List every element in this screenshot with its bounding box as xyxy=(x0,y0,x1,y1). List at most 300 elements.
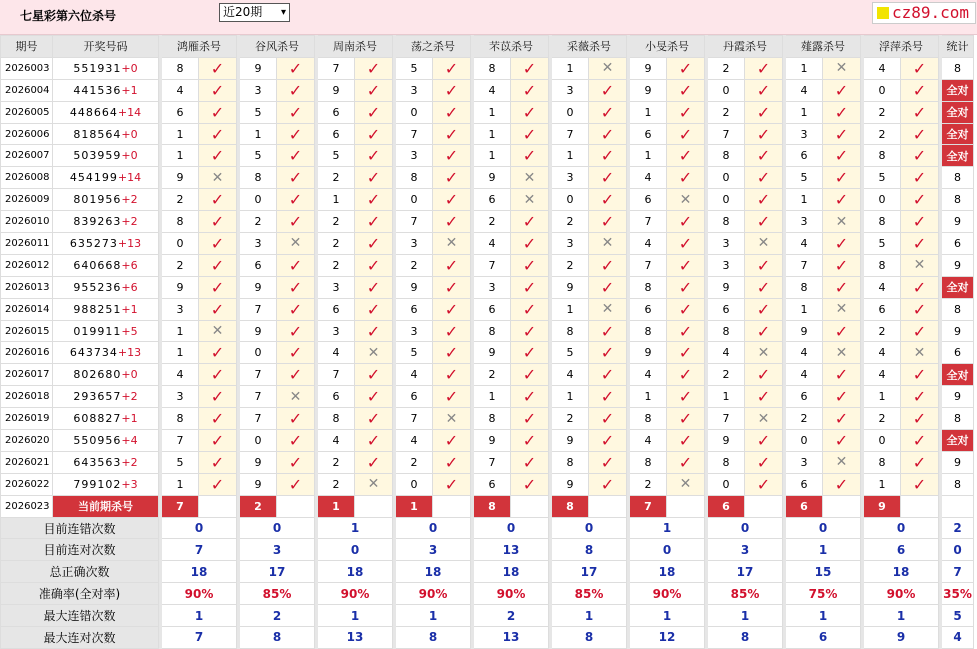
kill-number-cell: 9 xyxy=(474,342,511,364)
kill-number-cell: 6 xyxy=(708,298,745,320)
empty-cell xyxy=(199,495,237,517)
check-icon: ✓ xyxy=(210,233,225,253)
all-right-badge: 全对 xyxy=(942,145,974,167)
result-cell xyxy=(355,101,393,123)
check-icon: ✓ xyxy=(756,146,771,166)
draw-plus: +2 xyxy=(121,215,138,229)
draw-number-cell xyxy=(53,320,159,342)
result-cell xyxy=(355,167,393,189)
check-icon: ✓ xyxy=(600,277,615,297)
kill-number-cell: 2 xyxy=(318,211,355,233)
kill-number-cell: 9 xyxy=(240,451,277,473)
empty-cell xyxy=(589,495,627,517)
result-cell xyxy=(823,430,861,452)
current-kill-value: 7 xyxy=(630,495,667,517)
stats-value: 6 xyxy=(864,539,939,561)
check-icon: ✓ xyxy=(288,321,303,341)
check-icon: ✓ xyxy=(522,124,537,144)
kill-number-cell: 6 xyxy=(318,101,355,123)
result-cell xyxy=(901,451,939,473)
kill-number-cell: 1 xyxy=(786,189,823,211)
stats-row xyxy=(1,517,974,539)
check-icon: ✓ xyxy=(366,233,381,253)
check-icon: ✓ xyxy=(444,102,459,122)
result-cell xyxy=(199,430,237,452)
draw-number-cell xyxy=(53,167,159,189)
check-icon: ✓ xyxy=(444,168,459,188)
kill-number-cell: 6 xyxy=(318,123,355,145)
result-cell xyxy=(823,386,861,408)
draw-digits: 503959 xyxy=(73,149,122,163)
draw-digits: 643563 xyxy=(73,455,122,469)
stats-value: 1 xyxy=(708,605,783,627)
result-cell xyxy=(589,79,627,101)
count-cell: 9 xyxy=(942,211,974,233)
check-icon: ✓ xyxy=(678,387,693,407)
check-icon: ✓ xyxy=(444,277,459,297)
kill-number-cell: 4 xyxy=(474,233,511,255)
check-icon: ✓ xyxy=(834,321,849,341)
table-row xyxy=(1,101,974,123)
check-icon: ✓ xyxy=(288,124,303,144)
kill-number-cell: 3 xyxy=(552,79,589,101)
stats-value: 75% xyxy=(786,583,861,605)
current-kill-value: 9 xyxy=(864,495,901,517)
kill-number-cell: 1 xyxy=(552,57,589,79)
kill-number-cell: 5 xyxy=(864,167,901,189)
kill-number-cell: 4 xyxy=(786,364,823,386)
kill-number-cell: 1 xyxy=(786,101,823,123)
result-cell xyxy=(823,167,861,189)
check-icon: ✓ xyxy=(678,124,693,144)
stats-value: 8 xyxy=(552,539,627,561)
cross-icon: ✕ xyxy=(367,344,380,361)
result-cell xyxy=(745,386,783,408)
table-row xyxy=(1,189,974,211)
result-cell xyxy=(355,145,393,167)
kill-number-cell: 7 xyxy=(630,254,667,276)
kill-number-cell: 4 xyxy=(162,364,199,386)
result-cell xyxy=(199,408,237,430)
draw-number-cell xyxy=(53,430,159,452)
kill-number-cell: 1 xyxy=(630,101,667,123)
check-icon: ✓ xyxy=(366,146,381,166)
check-icon: ✓ xyxy=(210,102,225,122)
stats-value: 0 xyxy=(162,517,237,539)
check-icon: ✓ xyxy=(366,80,381,100)
kill-number-cell: 9 xyxy=(552,276,589,298)
all-right-badge: 全对 xyxy=(942,364,974,386)
result-cell xyxy=(901,298,939,320)
result-cell xyxy=(823,123,861,145)
draw-plus: +13 xyxy=(117,236,142,250)
result-cell xyxy=(277,298,315,320)
kill-number-cell: 0 xyxy=(396,101,433,123)
count-cell: 6 xyxy=(942,342,974,364)
result-cell xyxy=(277,79,315,101)
cross-icon: ✕ xyxy=(523,191,536,208)
result-cell xyxy=(355,276,393,298)
result-cell xyxy=(667,79,705,101)
stats-value: 0 xyxy=(240,517,315,539)
kill-number-cell: 4 xyxy=(630,430,667,452)
stats-value: 7 xyxy=(162,627,237,649)
stats-label: 准确率(全对率) xyxy=(1,583,159,605)
result-cell xyxy=(745,57,783,79)
check-icon: ✓ xyxy=(678,255,693,275)
result-cell xyxy=(667,342,705,364)
result-cell xyxy=(745,298,783,320)
count-cell: 9 xyxy=(942,254,974,276)
check-icon: ✓ xyxy=(288,299,303,319)
result-cell xyxy=(745,145,783,167)
result-cell xyxy=(589,342,627,364)
result-cell xyxy=(511,320,549,342)
draw-plus: +0 xyxy=(121,127,138,141)
kill-number-cell: 2 xyxy=(552,408,589,430)
kill-number-cell: 0 xyxy=(162,233,199,255)
table-row xyxy=(1,430,974,452)
kill-number-cell: 5 xyxy=(864,233,901,255)
table-row xyxy=(1,123,974,145)
result-cell xyxy=(667,233,705,255)
result-cell xyxy=(277,430,315,452)
kill-number-cell: 3 xyxy=(708,233,745,255)
draw-number-cell xyxy=(53,189,159,211)
cross-icon: ✕ xyxy=(445,235,458,252)
stats-value: 0 xyxy=(552,517,627,539)
kill-number-cell: 0 xyxy=(864,79,901,101)
kill-number-cell: 3 xyxy=(396,79,433,101)
result-cell xyxy=(745,430,783,452)
result-cell xyxy=(199,386,237,408)
result-cell xyxy=(355,123,393,145)
result-cell xyxy=(511,123,549,145)
cross-icon: ✕ xyxy=(835,60,848,77)
draw-digits: 801956 xyxy=(73,193,122,207)
draw-number-cell xyxy=(53,254,159,276)
kill-number-cell: 6 xyxy=(396,298,433,320)
draw-digits: 799102 xyxy=(73,477,122,491)
cross-icon: ✕ xyxy=(757,235,770,252)
result-cell xyxy=(199,189,237,211)
current-kill-row xyxy=(1,495,974,517)
result-cell xyxy=(355,342,393,364)
result-cell xyxy=(433,320,471,342)
stats-value: 0 xyxy=(474,517,549,539)
check-icon: ✓ xyxy=(288,146,303,166)
kill-number-cell: 8 xyxy=(864,451,901,473)
draw-digits: 441536 xyxy=(73,83,122,97)
draw-digits: 635273 xyxy=(69,236,118,250)
result-cell xyxy=(199,298,237,320)
kill-number-cell: 4 xyxy=(474,79,511,101)
kill-number-cell: 8 xyxy=(474,408,511,430)
kill-number-cell: 9 xyxy=(786,320,823,342)
result-cell xyxy=(433,408,471,430)
result-cell xyxy=(589,430,627,452)
draw-digits: 551931 xyxy=(73,61,122,75)
kill-number-cell: 2 xyxy=(864,408,901,430)
stats-value: 17 xyxy=(240,561,315,583)
kill-number-cell: 4 xyxy=(396,364,433,386)
check-icon: ✓ xyxy=(288,365,303,385)
draw-digits: 955236 xyxy=(73,280,122,294)
stats-value: 13 xyxy=(474,539,549,561)
kill-number-cell: 3 xyxy=(162,386,199,408)
kill-number-cell: 4 xyxy=(630,364,667,386)
check-icon: ✓ xyxy=(912,387,927,407)
kill-number-cell: 2 xyxy=(318,451,355,473)
check-icon: ✓ xyxy=(912,190,927,210)
page-title: 七星彩第六位杀号 xyxy=(20,9,117,23)
kill-number-cell: 1 xyxy=(786,57,823,79)
result-cell xyxy=(355,408,393,430)
kill-number-cell: 8 xyxy=(474,320,511,342)
result-cell xyxy=(199,167,237,189)
draw-plus: +14 xyxy=(117,105,142,119)
check-icon: ✓ xyxy=(756,365,771,385)
kill-number-cell: 1 xyxy=(708,386,745,408)
result-cell xyxy=(901,211,939,233)
result-cell xyxy=(823,189,861,211)
result-cell xyxy=(511,145,549,167)
kill-number-cell: 6 xyxy=(786,386,823,408)
stats-value: 0 xyxy=(396,517,471,539)
draw-plus: +6 xyxy=(121,280,138,294)
check-icon: ✓ xyxy=(210,277,225,297)
count-cell: 8 xyxy=(942,408,974,430)
kill-number-cell: 8 xyxy=(396,167,433,189)
kill-number-cell: 7 xyxy=(708,123,745,145)
result-cell xyxy=(433,430,471,452)
check-icon: ✓ xyxy=(600,452,615,472)
stats-count: 5 xyxy=(942,605,974,627)
check-icon: ✓ xyxy=(522,321,537,341)
stats-value: 1 xyxy=(162,605,237,627)
result-cell xyxy=(667,298,705,320)
result-cell xyxy=(823,320,861,342)
draw-number-cell xyxy=(53,211,159,233)
result-cell xyxy=(511,233,549,255)
check-icon: ✓ xyxy=(444,452,459,472)
stats-value: 85% xyxy=(708,583,783,605)
result-cell xyxy=(589,145,627,167)
result-cell xyxy=(433,233,471,255)
kill-number-cell: 9 xyxy=(396,276,433,298)
draw-number-cell xyxy=(53,123,159,145)
result-cell xyxy=(277,145,315,167)
all-right-badge: 全对 xyxy=(942,101,974,123)
result-cell xyxy=(823,364,861,386)
stats-value: 1 xyxy=(786,539,861,561)
draw-digits: 640668 xyxy=(73,258,122,272)
table-row xyxy=(1,451,974,473)
result-cell xyxy=(667,57,705,79)
check-icon: ✓ xyxy=(834,277,849,297)
kill-number-cell: 9 xyxy=(240,276,277,298)
stats-value: 6 xyxy=(786,627,861,649)
result-cell xyxy=(433,167,471,189)
kill-number-cell: 8 xyxy=(630,320,667,342)
check-icon: ✓ xyxy=(366,58,381,78)
result-cell xyxy=(355,79,393,101)
draw-plus: +5 xyxy=(121,324,138,338)
kill-number-cell: 8 xyxy=(162,211,199,233)
issue-cell: 2026003 xyxy=(1,57,53,79)
stats-value: 1 xyxy=(318,605,393,627)
kill-number-cell: 9 xyxy=(630,79,667,101)
check-icon: ✓ xyxy=(600,321,615,341)
kill-number-cell: 5 xyxy=(240,101,277,123)
check-icon: ✓ xyxy=(678,430,693,450)
check-icon: ✓ xyxy=(912,409,927,429)
stats-value: 8 xyxy=(552,627,627,649)
kill-number-cell: 8 xyxy=(708,211,745,233)
kill-number-cell: 3 xyxy=(240,79,277,101)
current-kill-value: 7 xyxy=(162,495,199,517)
kill-number-cell: 5 xyxy=(396,342,433,364)
result-cell xyxy=(433,79,471,101)
draw-plus: +0 xyxy=(121,61,138,75)
kill-number-table xyxy=(0,35,974,649)
kill-number-cell: 0 xyxy=(864,189,901,211)
check-icon: ✓ xyxy=(288,80,303,100)
result-cell xyxy=(745,101,783,123)
kill-number-cell: 9 xyxy=(474,167,511,189)
check-icon: ✓ xyxy=(756,277,771,297)
check-icon: ✓ xyxy=(756,58,771,78)
count-cell: 8 xyxy=(942,298,974,320)
stats-value: 15 xyxy=(786,561,861,583)
check-icon: ✓ xyxy=(522,365,537,385)
check-icon: ✓ xyxy=(600,124,615,144)
check-icon: ✓ xyxy=(288,190,303,210)
check-icon: ✓ xyxy=(600,190,615,210)
check-icon: ✓ xyxy=(522,102,537,122)
table-row xyxy=(1,211,974,233)
stats-value: 1 xyxy=(552,605,627,627)
stats-count: 0 xyxy=(942,539,974,561)
kill-number-cell: 0 xyxy=(240,342,277,364)
kill-number-cell: 8 xyxy=(708,451,745,473)
cross-icon: ✕ xyxy=(835,213,848,230)
stats-value: 1 xyxy=(864,605,939,627)
result-cell xyxy=(823,451,861,473)
result-cell xyxy=(277,189,315,211)
result-cell xyxy=(901,79,939,101)
check-icon: ✓ xyxy=(600,474,615,494)
result-cell xyxy=(589,189,627,211)
kill-number-cell: 0 xyxy=(708,189,745,211)
stats-value: 9 xyxy=(864,627,939,649)
kill-number-cell: 4 xyxy=(864,276,901,298)
check-icon: ✓ xyxy=(210,212,225,232)
check-icon: ✓ xyxy=(210,474,225,494)
result-cell xyxy=(433,189,471,211)
kill-number-cell: 8 xyxy=(162,57,199,79)
all-right-badge: 全对 xyxy=(942,79,974,101)
result-cell xyxy=(589,451,627,473)
result-cell xyxy=(277,233,315,255)
stats-row xyxy=(1,539,974,561)
kill-number-cell: 1 xyxy=(552,386,589,408)
kill-number-cell: 1 xyxy=(162,342,199,364)
check-icon: ✓ xyxy=(366,277,381,297)
check-icon: ✓ xyxy=(522,430,537,450)
kill-number-cell: 2 xyxy=(240,211,277,233)
result-cell xyxy=(511,451,549,473)
kill-number-cell: 3 xyxy=(396,320,433,342)
kill-number-cell: 4 xyxy=(318,430,355,452)
result-cell xyxy=(589,211,627,233)
check-icon: ✓ xyxy=(522,452,537,472)
result-cell xyxy=(277,254,315,276)
stats-value: 1 xyxy=(396,605,471,627)
kill-number-cell: 4 xyxy=(318,342,355,364)
check-icon: ✓ xyxy=(210,387,225,407)
kill-number-cell: 2 xyxy=(786,408,823,430)
check-icon: ✓ xyxy=(522,299,537,319)
check-icon: ✓ xyxy=(912,321,927,341)
check-icon: ✓ xyxy=(756,430,771,450)
draw-number-cell xyxy=(53,473,159,495)
check-icon: ✓ xyxy=(444,190,459,210)
header-expert: 周南杀号 xyxy=(318,36,393,58)
draw-number-cell xyxy=(53,233,159,255)
check-icon: ✓ xyxy=(600,387,615,407)
kill-number-cell: 8 xyxy=(630,451,667,473)
stats-value: 7 xyxy=(162,539,237,561)
kill-number-cell: 7 xyxy=(708,408,745,430)
result-cell xyxy=(823,211,861,233)
kill-number-cell: 4 xyxy=(708,342,745,364)
chevron-down-icon: ▾ xyxy=(280,7,286,18)
result-cell xyxy=(355,473,393,495)
kill-number-cell: 0 xyxy=(708,167,745,189)
result-cell xyxy=(277,408,315,430)
result-cell xyxy=(745,473,783,495)
check-icon: ✓ xyxy=(366,321,381,341)
check-icon: ✓ xyxy=(444,146,459,166)
result-cell xyxy=(589,57,627,79)
check-icon: ✓ xyxy=(600,409,615,429)
range-select[interactable] xyxy=(219,3,290,22)
check-icon: ✓ xyxy=(366,212,381,232)
check-icon: ✓ xyxy=(834,255,849,275)
stats-value: 90% xyxy=(630,583,705,605)
cross-icon: ✕ xyxy=(445,410,458,427)
cross-icon: ✕ xyxy=(211,323,224,340)
check-icon: ✓ xyxy=(366,102,381,122)
stats-value: 18 xyxy=(630,561,705,583)
check-icon: ✓ xyxy=(444,321,459,341)
kill-number-cell: 1 xyxy=(864,386,901,408)
all-right-badge: 全对 xyxy=(942,430,974,452)
kill-number-cell: 8 xyxy=(786,276,823,298)
stats-value: 3 xyxy=(396,539,471,561)
logo-square-icon xyxy=(877,7,889,19)
site-logo[interactable] xyxy=(872,2,976,24)
stats-value: 85% xyxy=(552,583,627,605)
draw-number-cell xyxy=(53,451,159,473)
draw-digits: 019911 xyxy=(73,324,122,338)
kill-number-cell: 2 xyxy=(318,167,355,189)
table-row xyxy=(1,79,974,101)
check-icon: ✓ xyxy=(444,343,459,363)
issue-cell: 2026021 xyxy=(1,451,53,473)
issue-cell: 2026008 xyxy=(1,167,53,189)
